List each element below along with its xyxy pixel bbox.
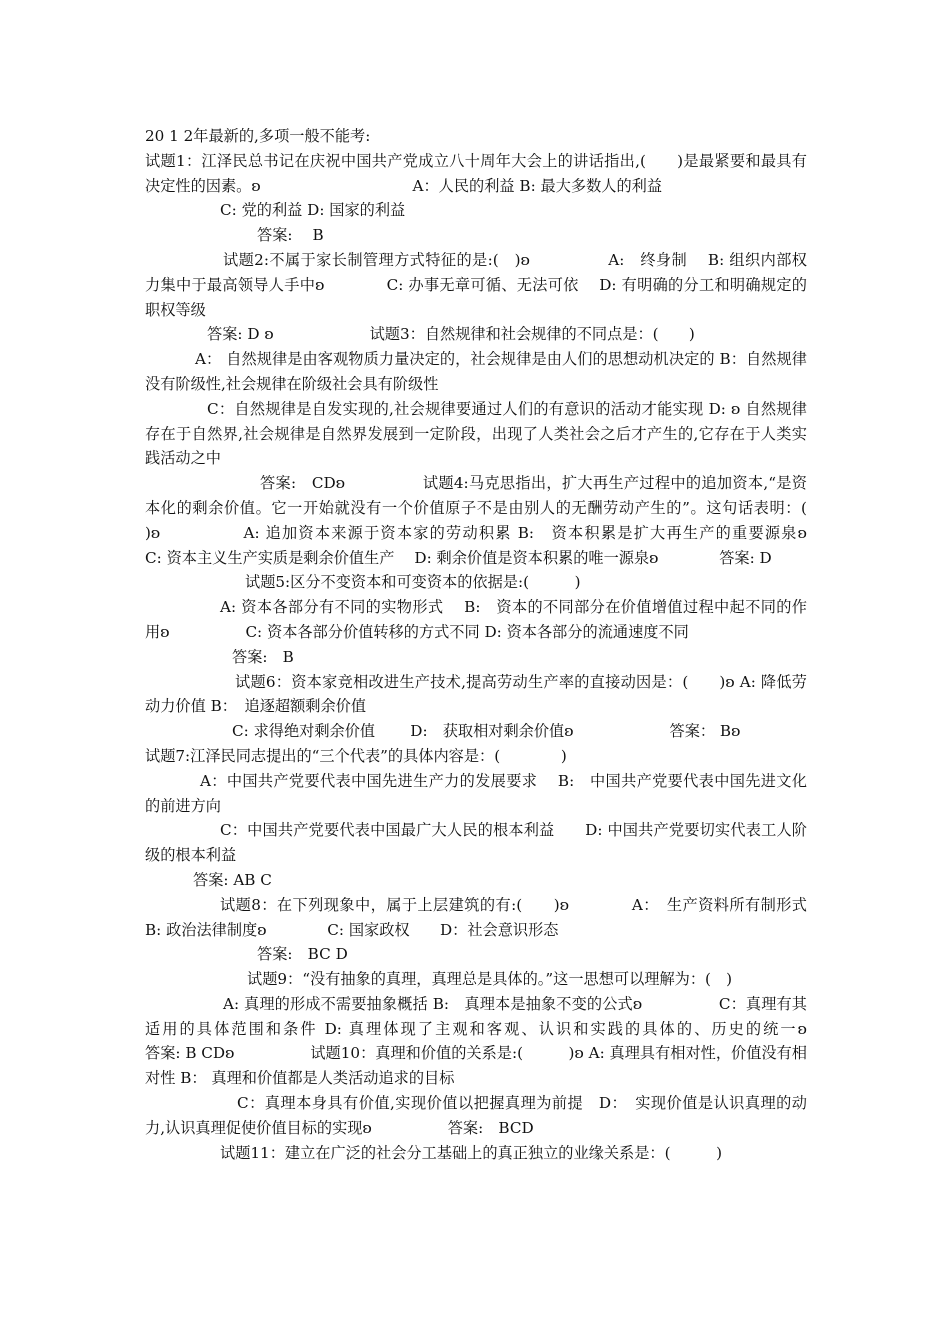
question-5-stem: 试题5:区分不变资本和可变资本的依据是:( ) — [245, 573, 581, 592]
question-1-answer: 答案: B — [257, 226, 324, 245]
document-page — [145, 124, 883, 1165]
question-1-stem: 试题1：江泽民总书记在庆祝中国共产党成立八十周年大会上的讲话指出,( )是最紧要和最具有决定性的因素。ʚ A：人民的利益 B: 最大多数人的利益 — [145, 151, 807, 195]
question-3-options-cd: C：自然规律是自发实现的,社会规律要通过人们的有意识的活动才能实现 D: ʚ 自然规律存在于自然界,社会规律是自然界发展到一定阶段，出现了人类社会之后才产生的,它存在于人类实践活动之中 — [145, 399, 807, 468]
question-9-options-question-10: A: 真理的形成不需要抽象概括 B: 真理本是抽象不变的公式ʚ C：真理有其适用的具体范围和条件 D: 真理体现了主观和客观、认识和实践的具体的、历史的统一ʚ 答案: B CDʚ 试题10：真理和价值的关系是:( )ʚ A: 真理具有相对性，价值没有相对性 B： 真理和价值都是人类活动追求的目标 — [145, 994, 883, 1088]
question-3-options-ab: A： 自然规律是由客观物质力量决定的，社会规律是由人们的思想动机决定的 B：自然规律没有阶级性,社会规律在阶级社会具有阶级性 — [145, 350, 807, 393]
question-6-stem: 试题6：资本家竞相改进生产技术,提高劳动生产率的直接动因是：( )ʚ A: 降低劳动力价值 B： 追逐超额剩余价值 — [145, 672, 807, 716]
question-5-options: A: 资本各部分有不同的实物形式 B: 资本的不同部分在价值增值过程中起不同的作用ʚ C: 资本各部分价值转移的方式不同 D: 资本各部分的流通速度不同 — [145, 598, 807, 641]
question-7-stem: 试题7:江泽民同志提出的“三个代表”的具体内容是：( ) — [145, 746, 567, 765]
question-7-options-ab: A：中国共产党要代表中国先进生产力的发展要求 B: 中国共产党要代表中国先进文化的前进方向 — [145, 771, 807, 815]
question-10-options-answer: C：真理本身具有价值,实现价值以把握真理为前提 D： 实现价值是认识真理的动力,认识真理促使价值目标的实现ʚ 答案: BCD — [145, 1094, 807, 1137]
question-8: 试题8：在下列现象中，属于上层建筑的有:( )ʚ A： 生产资料所有制形式 B: 政治法律制度ʚ C: 国家政权 D：社会意识形态 — [145, 895, 823, 939]
question-5-answer: 答案: B — [232, 647, 294, 666]
question-1-options: C: 党的利益 D: 国家的利益 — [220, 201, 406, 220]
question-6-options-answer: C: 求得绝对剩余价值 D: 获取相对剩余价值ʚ 答案： Bʚ — [232, 722, 741, 741]
question-7-options-cd: C：中国共产党要代表中国最广大人民的根本利益 D: 中国共产党要切实代表工人阶级的根本利益 — [145, 821, 807, 865]
question-7-answer: 答案: AB C — [193, 870, 272, 889]
question-11-stem: 试题11：建立在广泛的社会分工基础上的真正独立的业缘关系是：( ) — [220, 1143, 722, 1162]
question-9-stem: 试题9：“没有抽象的真理，真理总是具体的。”这一思想可以理解为：( ) — [247, 970, 733, 989]
question-3-answer-question-4: 答案: CDʚ 试题4:马克思指出，扩大再生产过程中的追加资本,“是资本化的剩余价值。它一开始就没有一个价值原子不是由别人的无酬劳动产生的”。这句话表明：( )ʚ A: 追加资本来源于资本家的劳动积累 B: 资本积累是扩大再生产的重要源泉ʚ C: 资本主义生产实质是剩余价值生产 D: 剩余价值是资本积累的唯一源泉ʚ 答案: D — [145, 474, 868, 567]
doc-line-title: 20 1 2年最新的,多项一般不能考: — [145, 127, 371, 145]
question-8-answer: 答案: BC D — [257, 945, 348, 964]
question-2-answer-question-3-stem: 答案: D ʚ 试题3：自然规律和社会规律的不同点是：( ) — [207, 325, 695, 344]
question-2: 试题2:不属于家长制管理方式特征的是:( )ʚ A: 终身制 B: 组织内部权力集中于最高领导人手中ʚ C: 办事无章可循、无法可依 D: 有明确的分工和明确规定的职权等级 — [145, 250, 807, 319]
